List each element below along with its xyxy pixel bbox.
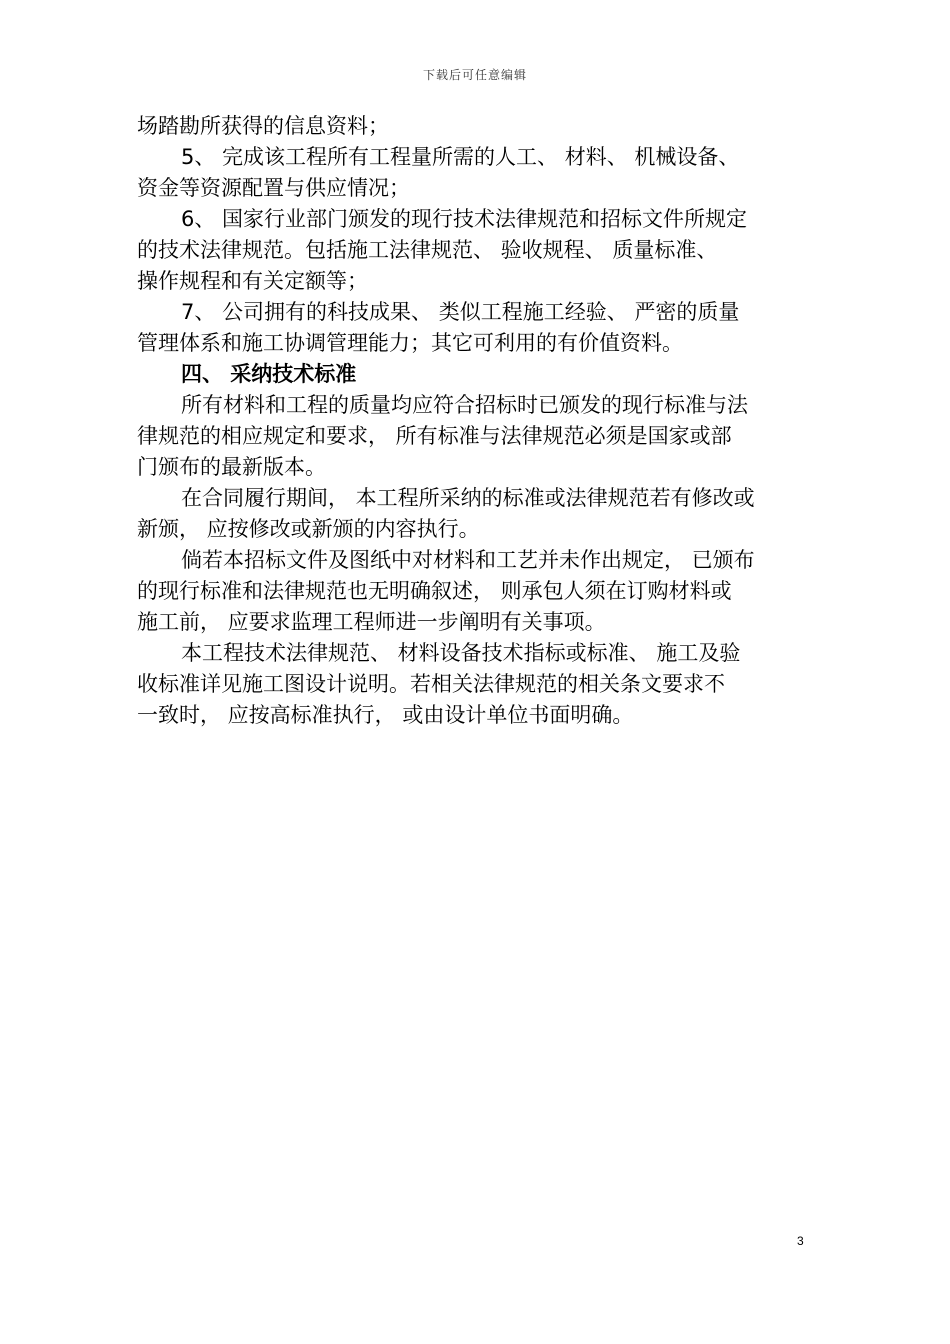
paragraph-start: 在合同履行期间， 本工程所采纳的标准或法律规范若有修改或: [181, 486, 755, 510]
paragraph-start: 本工程技术法律规范、 材料设备技术指标或标准、 施工及验: [181, 641, 741, 665]
text-line: 管理体系和施工协调管理能力；其它可利用的有价值资料。: [137, 331, 683, 355]
document-body: [137, 111, 809, 731]
paragraph-start: 倘若本招标文件及图纸中对材料和工艺并未作出规定， 已颁布: [181, 548, 755, 572]
text-line: 律规范的相应规定和要求， 所有标准与法律规范必须是国家或部: [137, 424, 732, 448]
list-item-6: 6、 国家行业部门颁发的现行技术法律规范和招标文件所规定: [181, 207, 748, 231]
section-heading: 四、 采纳技术标准: [181, 362, 357, 386]
paragraph-start: 所有材料和工程的质量均应符合招标时已颁发的现行标准与法: [181, 393, 748, 417]
text-line: 门颁布的最新版本。: [137, 455, 326, 479]
text-line: 收标准详见施工图设计说明。若相关法律规范的相关条文要求不: [137, 672, 725, 696]
text-line: 场踏勘所获得的信息资料；: [137, 114, 389, 138]
text-line: 操作规程和有关定额等；: [137, 269, 368, 293]
page-header: 下载后可任意编辑: [422, 68, 527, 82]
text-line: 施工前， 应要求监理工程师进一步阐明有关事项。: [137, 610, 606, 634]
page-number: 3: [797, 1234, 804, 1248]
text-line: 资金等资源配置与供应情况；: [137, 176, 410, 200]
text-line: 的技术法律规范。包括施工法律规范、 验收规程、 质量标准、: [137, 238, 718, 262]
list-item-7: 7、 公司拥有的科技成果、 类似工程施工经验、 严密的质量: [181, 300, 740, 324]
text-line: 新颁， 应按修改或新颁的内容执行。: [137, 517, 480, 541]
text-line: 一致时， 应按高标准执行， 或由设计单位书面明确。: [137, 703, 634, 727]
list-item-5: 5、 完成该工程所有工程量所需的人工、 材料、 机械设备、: [181, 145, 740, 169]
text-line: 的现行标准和法律规范也无明确叙述， 则承包人须在订购材料或: [137, 579, 732, 603]
